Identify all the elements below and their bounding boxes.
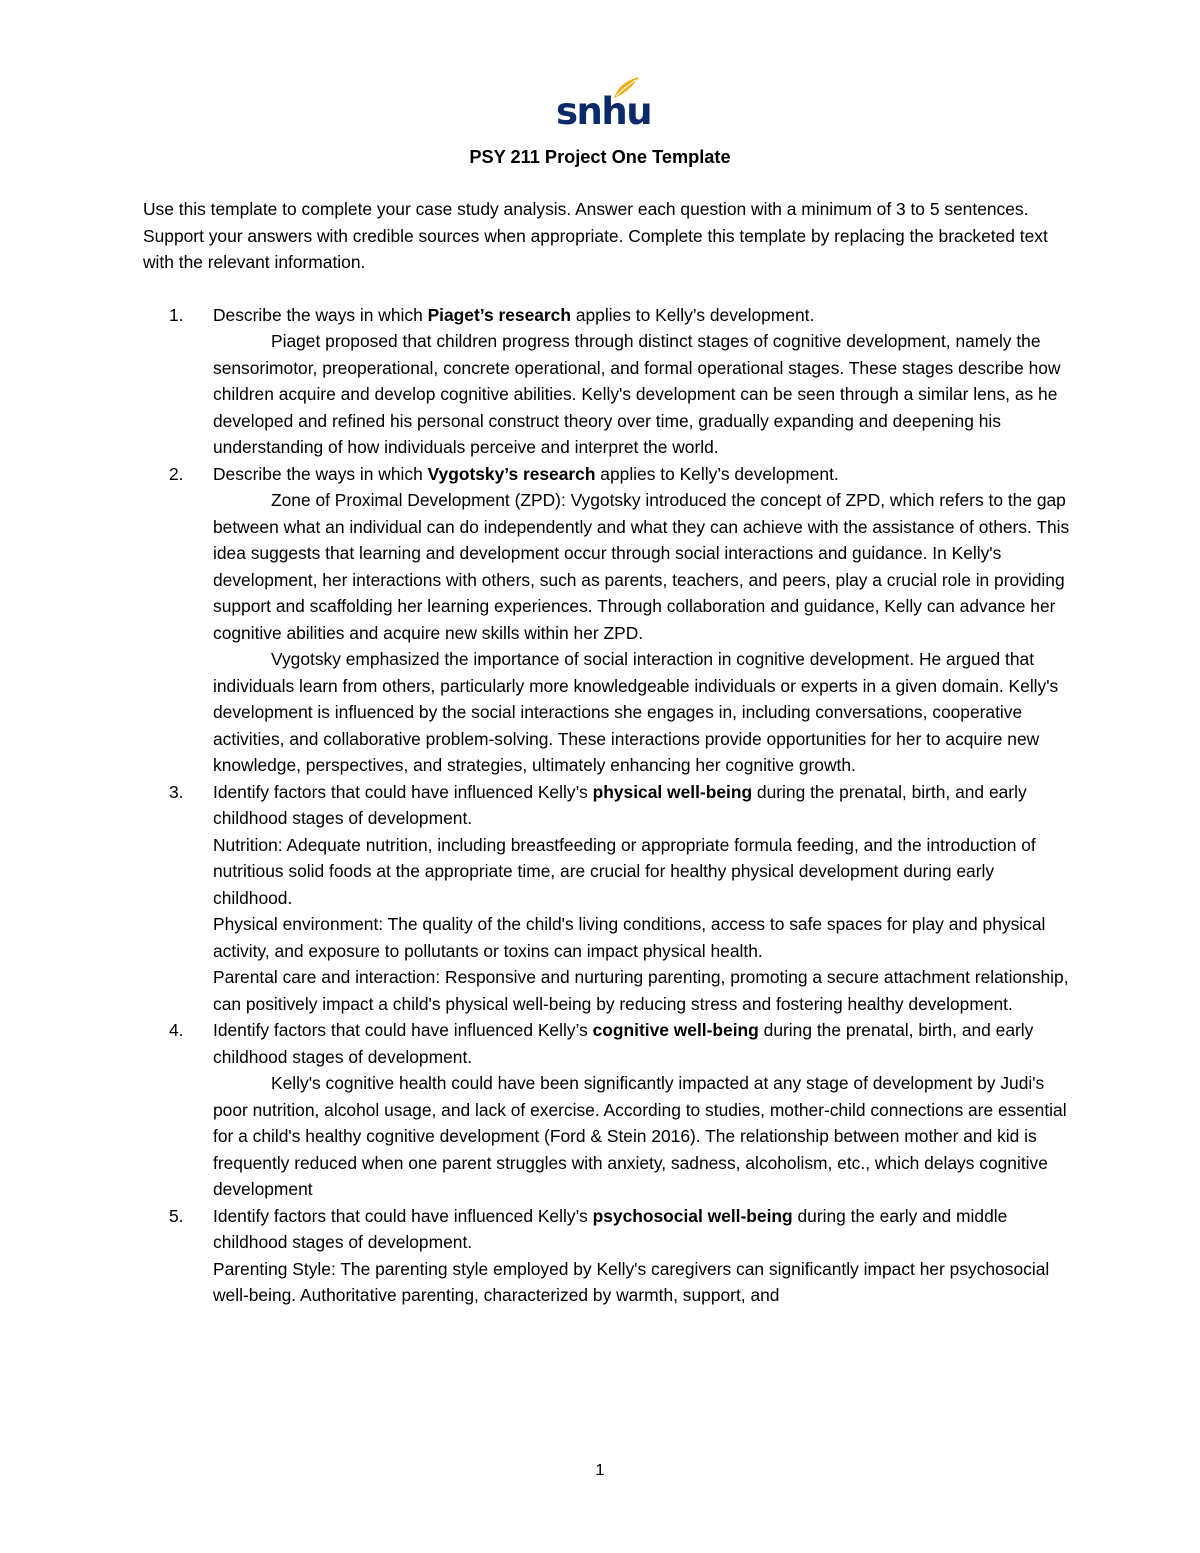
list-item — [143, 302, 1073, 461]
intro-paragraph: Use this template to complete your case study analysis. Answer each question with a minimum of 3 to 5 sentences. Support your answers with credible sources when appropriate. Complete this template by replacing the bracketed text with the relevant information. — [143, 199, 1048, 272]
question-text: Identify factors that could have influenced Kelly’s physical well-being during the prenatal, birth, and early childhood stages of development. — [213, 781, 1027, 828]
answer-paragraph: Piaget proposed that children progress through distinct stages of cognitive development, namely the sensorimotor, preoperational, concrete operational, and formal operational stages. These stages describe how children acquire and develop cognitive abilities. Kelly's development can be seen through a similar lens, as he developed and refined his personal construct theory over time, gradually expanding and deepening his understanding of how individuals perceive and interpret the world. — [213, 331, 1061, 457]
logo-wordmark: snhu — [556, 90, 652, 133]
item-number: 3. — [169, 781, 184, 802]
answer-paragraph: Physical environment: The quality of the child's living conditions, access to safe spaces for play and physical activity, and exposure to pollutants or toxins can impact physical health. — [213, 914, 1046, 961]
question-text: Identify factors that could have influenced Kelly’s cognitive well-being during the prenatal, birth, and early childhood stages of development. — [213, 1020, 1034, 1067]
question-text: Identify factors that could have influenced Kelly’s psychosocial well-being during the early and middle childhood stages of development. — [213, 1205, 1008, 1252]
answer-paragraph: Parental care and interaction: Responsive and nurturing parenting, promoting a secure attachment relationship, can positively impact a child's physical well-being by reducing stress and fostering healthy development. — [213, 967, 1069, 1014]
page-number: 1 — [595, 1462, 605, 1479]
answer-paragraph: Vygotsky emphasized the importance of social interaction in cognitive development. He argued that individuals learn from others, particularly more knowledgeable individuals or experts in a given domain. Kelly's development is influenced by the social interactions she engages in, including conversations, cooperative activities, and collaborative problem-solving. These interactions provide opportunities for her to acquire new knowledge, perspectives, and strategies, ultimately enhancing her cognitive growth. — [213, 649, 1059, 775]
item-number: 4. — [169, 1020, 184, 1040]
item-number: 5. — [169, 1205, 184, 1226]
list-item — [143, 1203, 1073, 1309]
answer-paragraph: Kelly's cognitive health could have been significantly impacted at any stage of development by Judi's poor nutrition, alcohol usage, and lack of exercise. According to studies, mother-child connections are essential for a child's healthy cognitive development (Ford & Stein 2016). The relationship between mother and kid is frequently reduced when one parent struggles with anxiety, sadness, alcoholism, etc., which delays cognitive development — [213, 1073, 1067, 1199]
snhu-logo — [556, 76, 652, 133]
item-number: 2. — [169, 463, 184, 484]
answer-paragraph: Zone of Proximal Development (ZPD): Vygotsky introduced the concept of ZPD, which refers to the gap between what an individual can do independently and what they can achieve with the assistance of others. This idea suggests that learning and development occur through social interactions and guidance. In Kelly's development, her interactions with others, such as parents, teachers, and peers, play a crucial role in providing support and scaffolding her learning experiences. Through collaboration and guidance, Kelly can advance her cognitive abilities and acquire new skills within her ZPD. — [213, 490, 1070, 643]
item-number: 1. — [169, 304, 184, 325]
document-title: PSY 211 Project One Template — [469, 147, 731, 167]
list-item — [143, 1017, 1073, 1203]
answer-paragraph: Nutrition: Adequate nutrition, including breastfeeding or appropriate formula feeding, and the introduction of nutritious solid foods at the appropriate time, are crucial for healthy physical development during early childhood. — [213, 834, 1036, 908]
question-text: Describe the ways in which Piaget’s research applies to Kelly’s development. — [213, 304, 815, 325]
list-item — [143, 779, 1073, 1018]
answer-paragraph: Parenting Style: The parenting style employed by Kelly's caregivers can significantly impact her psychosocial well-being. Authoritative parenting, characterized by warmth, support, and — [213, 1258, 1050, 1305]
question-text: Describe the ways in which Vygotsky’s research applies to Kelly’s development. — [213, 463, 839, 484]
document-body — [143, 196, 1073, 1309]
list-item — [143, 461, 1073, 779]
